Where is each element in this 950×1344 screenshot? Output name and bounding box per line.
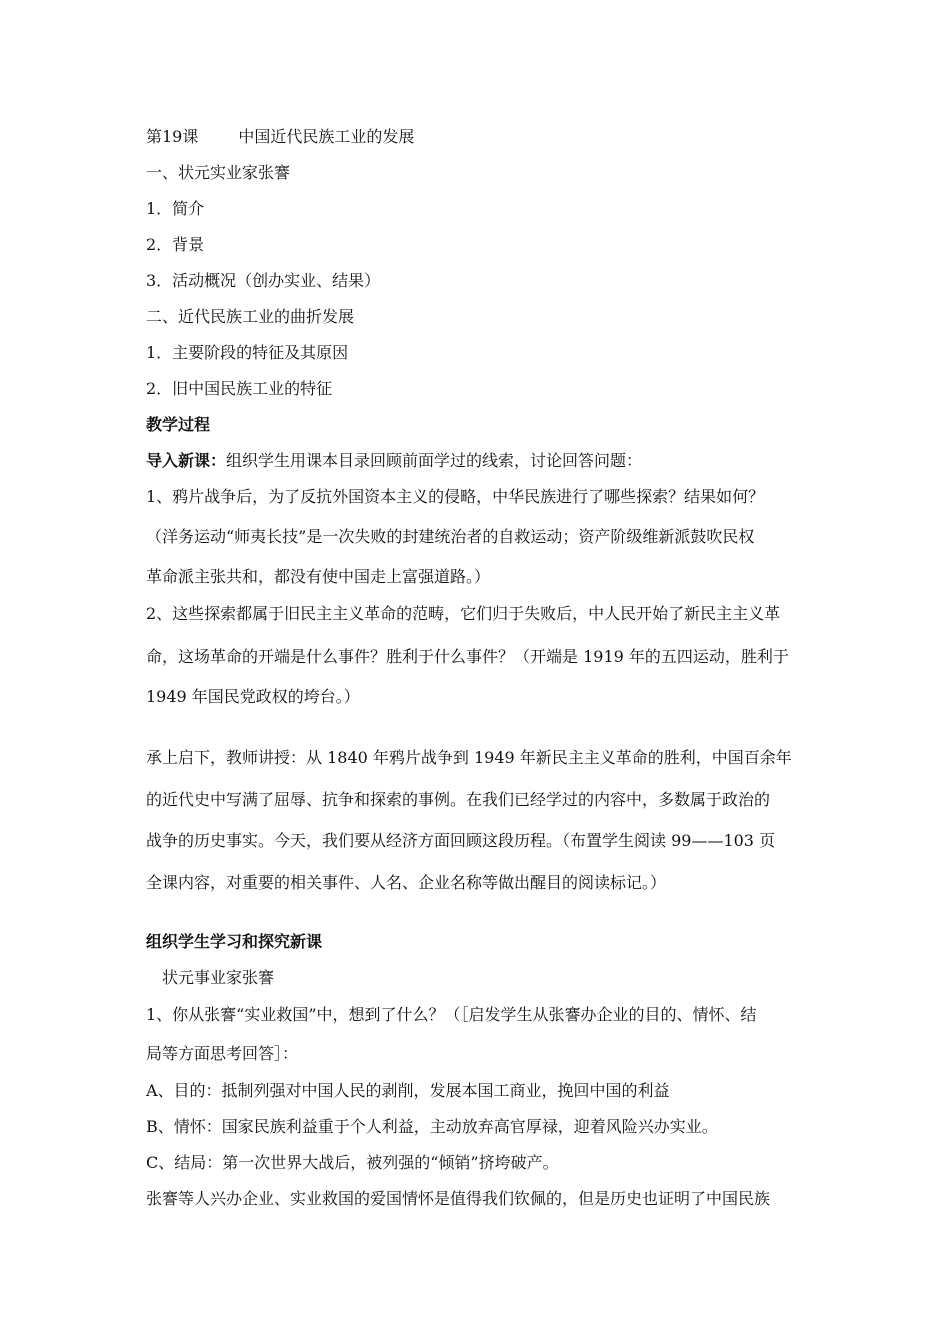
outline-item-1-3: 3．活动概况（创办实业、结果）	[146, 271, 381, 290]
intro-paragraph	[146, 451, 642, 471]
answer-a: A、目的：抵制列强对中国人民的剥削，发展本国工商业，挽回中国的利益	[146, 1081, 670, 1100]
study-heading: 组织学生学习和探究新课	[146, 932, 323, 951]
outline-item-2-1: 1．主要阶段的特征及其原因	[146, 343, 349, 362]
lesson-title: 中国近代民族工业的发展	[238, 127, 415, 146]
question-2-line-1: 2、这些探索都属于旧民主主义革命的范畴，它们归于失败后，中人民开始了新民主主义革	[146, 604, 781, 623]
question-2-line-2: 命，这场革命的开端是什么事件？胜利于什么事件？（开端是 1919 年的五四运动，胜利于	[146, 647, 789, 666]
question-1-answer-line-1: （洋务运动“师夷长技”是一次失败的封建统治者的自救运动；资产阶级维新派鼓吹民权	[146, 527, 755, 546]
answer-b: B、情怀：国家民族利益重于个人利益，主动放弃高官厚禄，迎着风险兴办实业。	[146, 1117, 718, 1136]
transition-line-2: 的近代史中写满了屈辱、抗争和探索的事例。在我们已经学过的内容中，多数属于政治的	[146, 790, 771, 809]
study-subheading: 状元事业家张謇	[162, 968, 275, 987]
question-1: 1、鸦片战争后，为了反抗外国资本主义的侵略，中华民族进行了哪些探索？结果如何？	[146, 487, 765, 506]
lesson-title-line	[146, 127, 414, 147]
process-heading: 教学过程	[146, 415, 211, 434]
outline-item-2-2: 2．旧中国民族工业的特征	[146, 379, 333, 398]
outline-item-1-2: 2．背景	[146, 235, 205, 254]
transition-line-3: 战争的历史事实。今天，我们要从经济方面回顾这段历程。（布置学生阅读 99——103 页	[146, 831, 776, 850]
outline-section-1: 一、状元实业家张謇	[146, 163, 291, 182]
study-question-1-line-2: 局等方面思考回答］：	[146, 1044, 299, 1063]
outline-section-2: 二、近代民族工业的曲折发展	[146, 307, 355, 326]
lesson-number: 第19课	[146, 127, 199, 146]
intro-label: 导入新课：	[146, 451, 227, 470]
transition-line-1: 承上启下，教师讲授：从 1840 年鸦片战争到 1949 年新民主主义革命的胜利，中国百余年	[146, 748, 792, 767]
intro-text: 组织学生用课本目录回顾前面学过的线索，讨论回答问题：	[226, 451, 643, 470]
question-1-answer-line-2: 革命派主张共和，都没有使中国走上富强道路。）	[146, 567, 491, 586]
answer-c: C、结局：第一次世界大战后，被列强的“倾销”挤垮破产。	[146, 1153, 559, 1172]
study-question-1-line-1: 1、你从张謇“实业救国”中，想到了什么？（［启发学生从张謇办企业的目的、情怀、结	[146, 1005, 757, 1024]
outline-item-1-1: 1．简介	[146, 199, 205, 218]
transition-line-4: 全课内容，对重要的相关事件、人名、企业名称等做出醒目的阅读标记。）	[146, 873, 667, 892]
question-2-line-3: 1949 年国民党政权的垮台。）	[146, 687, 360, 706]
closing-paragraph-line-1: 张謇等人兴办企业、实业救国的爱国情怀是值得我们钦佩的，但是历史也证明了中国民族	[146, 1189, 771, 1208]
